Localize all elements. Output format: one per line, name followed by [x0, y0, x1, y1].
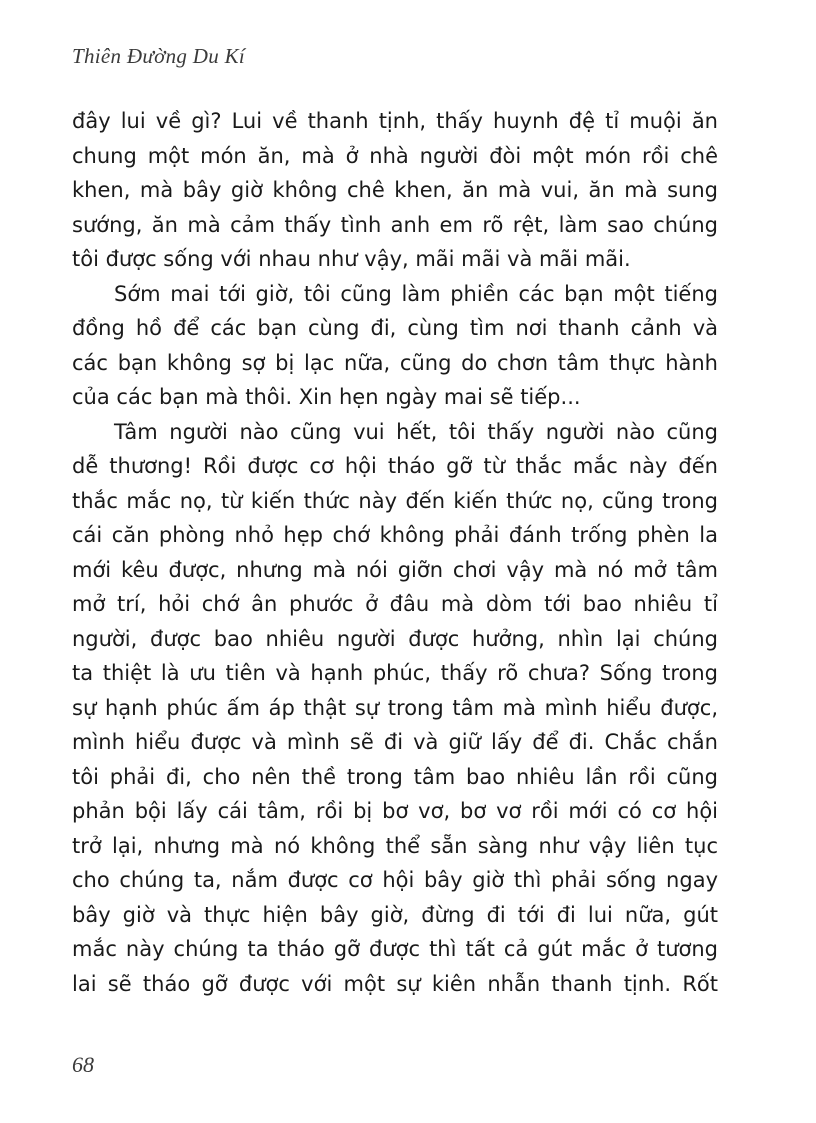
- text-line: người, được bao nhiêu người được hưởng, nhìn lại chúng: [72, 626, 718, 651]
- text-line: bây giờ và thực hiện bây giờ, đừng đi tới đi lui nữa, gút: [72, 902, 718, 927]
- text-line: ta thiệt là ưu tiên và hạnh phúc, thấy rõ chưa? Sống trong: [72, 661, 718, 685]
- text-line: chung một món ăn, mà ở nhà người đòi một món rồi chê: [72, 143, 718, 168]
- text-line: của các bạn mà thôi. Xin hẹn ngày mai sẽ tiếp...: [72, 385, 581, 409]
- running-header-title: Thiên Đường Du Kí: [72, 44, 246, 68]
- text-line: tôi được sống với nhau như vậy, mãi mãi và mãi mãi.: [72, 247, 631, 271]
- text-line: đồng hồ để các bạn cùng đi, cùng tìm nơi thanh cảnh và: [72, 316, 718, 340]
- text-line: cái căn phòng nhỏ hẹp chớ không phải đánh trống phèn la: [72, 523, 718, 547]
- text-line: các bạn không sợ bị lạc nữa, cũng do chơn tâm thực hành: [72, 350, 718, 375]
- body-text: [72, 104, 718, 1001]
- text-line: dễ thương! Rồi được cơ hội tháo gỡ từ thắc mắc này đến: [72, 454, 718, 478]
- text-line: tôi phải đi, cho nên thề trong tâm bao nhiêu lần rồi cũng: [72, 764, 718, 789]
- text-line: cho chúng ta, nắm được cơ hội bây giờ thì phải sống ngay: [72, 868, 718, 892]
- text-line: mới kêu được, nhưng mà nói giỡn chơi vậy mà nó mở tâm: [72, 557, 718, 582]
- text-line: khen, mà bây giờ không chê khen, ăn mà vui, ăn mà sung: [72, 178, 718, 202]
- text-line: trở lại, nhưng mà nó không thể sẵn sàng như vậy liên tục: [72, 833, 718, 858]
- paragraph-first-line: Sớm mai tới giờ, tôi cũng làm phiền các bạn một tiếng: [114, 281, 718, 306]
- text-line: thắc mắc nọ, từ kiến thức này đến kiến thức nọ, cũng trong: [72, 488, 718, 513]
- text-line: sự hạnh phúc ấm áp thật sự trong tâm mà mình hiểu được,: [72, 695, 718, 720]
- paragraph-first-line: Tâm người nào cũng vui hết, tôi thấy người nào cũng: [114, 419, 718, 444]
- text-line: phản bội lấy cái tâm, rồi bị bơ vơ, bơ vơ rồi mới có cơ hội: [72, 799, 718, 823]
- text-line: sướng, ăn mà cảm thấy tình anh em rõ rệt, làm sao chúng: [72, 212, 718, 237]
- text-line: mình hiểu được và mình sẽ đi và giữ lấy để đi. Chắc chắn: [72, 730, 718, 754]
- text-line: mắc này chúng ta tháo gỡ được thì tất cả gút mắc ở tương: [72, 937, 718, 961]
- text-line: đây lui về gì? Lui về thanh tịnh, thấy huynh đệ tỉ muội ăn: [72, 109, 718, 133]
- page-number: 68: [72, 1052, 94, 1077]
- text-line: lai sẽ tháo gỡ được với một sự kiên nhẫn thanh tịnh. Rốt: [72, 971, 718, 996]
- text-line: mở trí, hỏi chớ ân phước ở đâu mà dòm tới bao nhiêu tỉ: [72, 592, 718, 616]
